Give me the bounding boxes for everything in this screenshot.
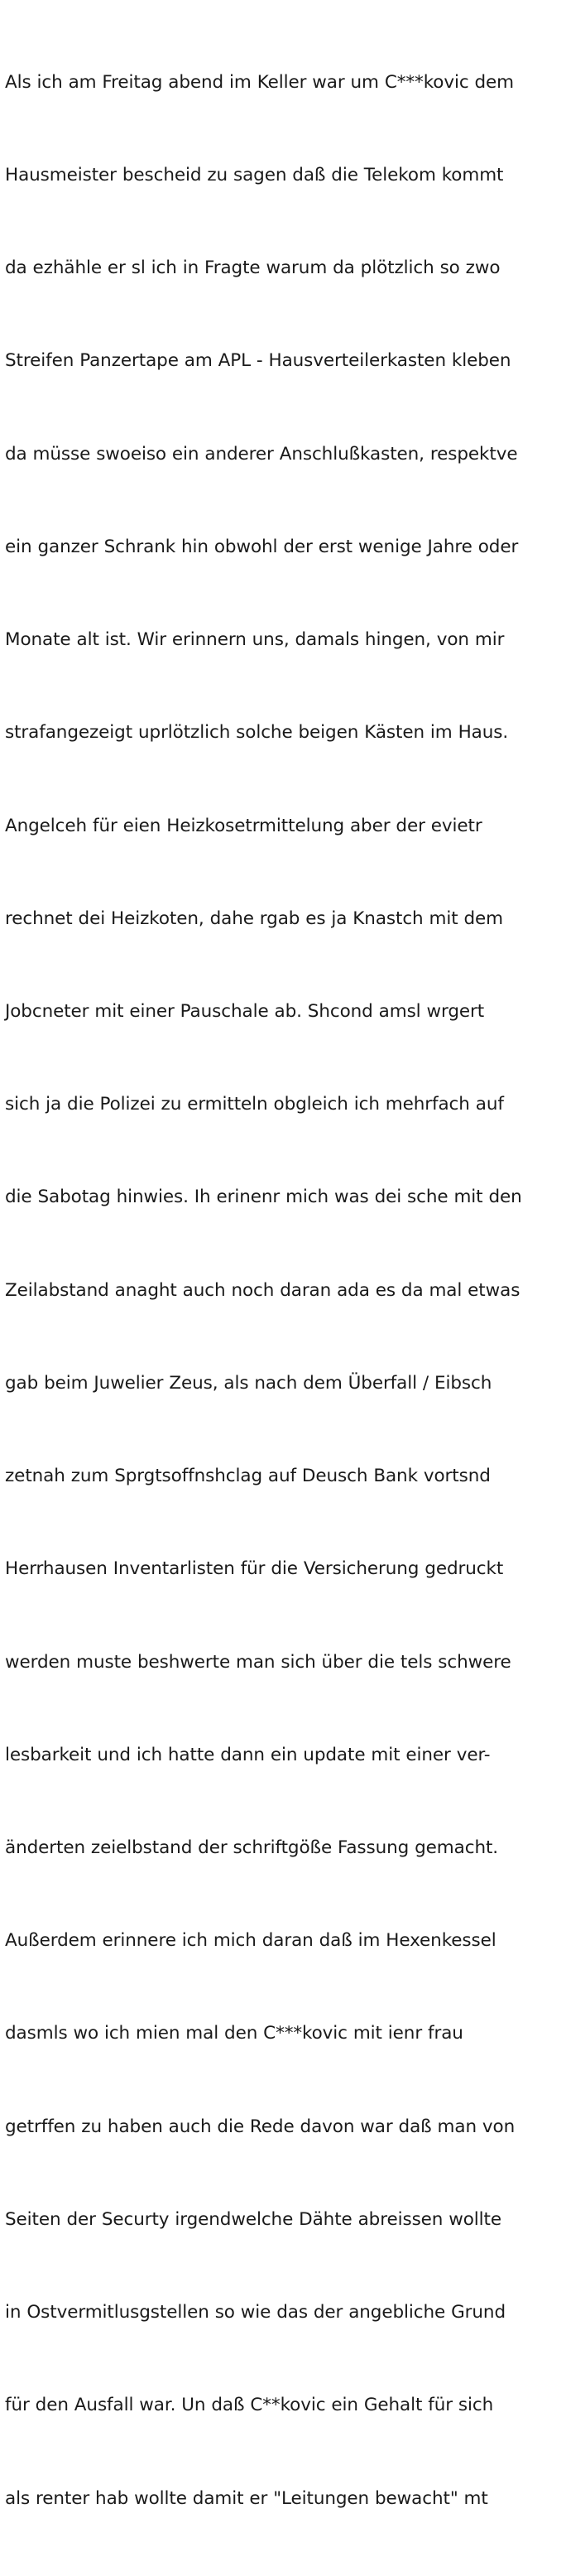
document-line: Jobcneter mit einer Pauschale ab. Shcond amsl wrgert [5,1001,485,1022]
document-line: Angelceh für eien Heizkosetrmittelung aber der evietr [5,815,482,836]
document-line: getrffen zu haben auch die Rede davon war daß man von [5,2116,516,2137]
document-line: gab beim Juwelier Zeus, als nach dem Überfall / Eibsch [5,1372,492,1394]
document-line: zetnah zum Sprgtsoffnshclag auf Deusch Bank vortsnd [5,1466,491,1487]
document-line: Als ich am Freitag abend im Keller war um C***kovic dem [5,71,515,93]
document-line: als renter hab wollte damit er "Leitungen bewacht" mt [5,2487,488,2509]
document-line: Streifen Panzertape am APL - Hausverteilerkasten kleben [5,350,511,372]
document-line: sich ja die Polizei zu ermitteln obgleich ich mehrfach auf [5,1094,504,1115]
document-line: Außerdem erinnere ich mich daran daß im Hexenkessel [5,1930,496,1952]
document-line: für den Ausfall war. Un daß C**kovic ein Gehalt für sich [5,2395,494,2416]
document-line: Monate alt ist. Wir erinnern uns, damals hingen, von mir [5,629,505,651]
document-line: dasmls wo ich mien mal den C***kovic mit ienr frau [5,2023,463,2044]
document-line: Zeilabstand anaght auch noch daran ada es da mal etwas [5,1279,520,1301]
document-line: Seiten der Securty irgendwelche Dähte abreissen wollte [5,2208,502,2230]
document-line: Herrhausen Inventarlisten für die Versicherung gedruckt [5,1558,504,1580]
document-line: lesbarkeit und ich hatte dann ein update mit einer ver- [5,1744,491,1765]
document-line: werden muste beshwerte man sich über die tels schwere [5,1651,511,1673]
document-line: in Ostvermitlusgstellen so wie das der angebliche Grund [5,2302,506,2323]
document-line: da müsse swoeiso ein anderer Anschlußkasten, respektve [5,443,518,465]
document-text-body [5,5,559,2576]
document-line: strafangezeigt uprlötzlich solche beigen Kästen im Haus. [5,722,509,744]
document-line: da ezhähle er sl ich in Fragte warum da plötzlich so zwo [5,258,501,279]
document-line: ein ganzer Schrank hin obwohl der erst wenige Jahre oder [5,536,519,557]
document-line: rechnet dei Heizkoten, dahe rgab es ja Knastch mit dem [5,908,504,929]
document-line: die Sabotag hinwies. Ih erinenr mich was dei sche mit den [5,1187,522,1208]
document-line: Hausmeister bescheid zu sagen daß die Telekom kommt [5,165,504,186]
document-line: änderten zeielbstand der schriftgöße Fassung gemacht. [5,1837,499,1858]
